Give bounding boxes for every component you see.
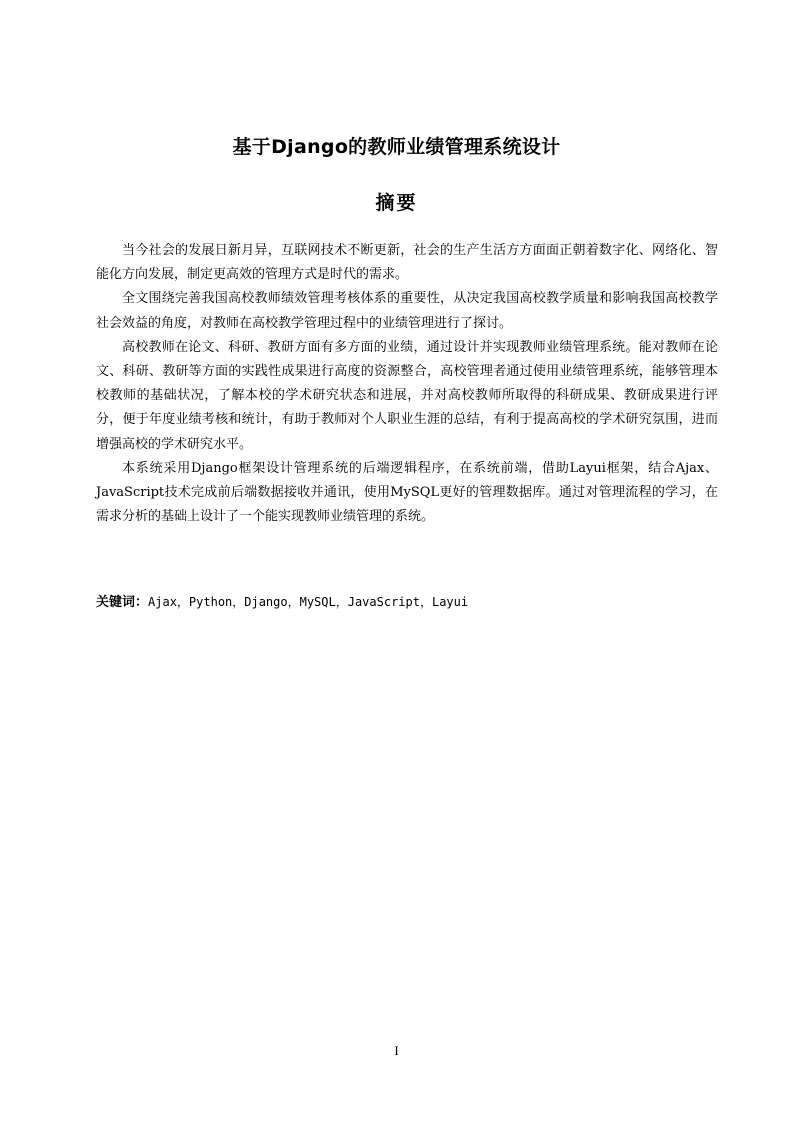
keywords-line	[96, 590, 718, 615]
document-title: 基于Django的教师业绩管理系统设计	[232, 136, 561, 158]
abstract-paragraph-3: 高校教师在论文、科研、教研方面有多方面的业绩，通过设计并实现教师业绩管理系统。能对教师在论文、科研、教研等方面的实践性成果进行高度的资源整合，高校管理者通过使用业绩管理系统，能够管理本校教师的基础状况，了解本校的学术研究状态和进展，并对高校教师所取得的科研成果、教研成果进行评分，便于年度业绩考核和统计，有助于教师对个人职业生涯的总结，有利于提高高校的学术研究氛围，进而增强高校的学术研究水平。	[96, 339, 718, 452]
abstract-paragraph-2: 全文围绕完善我国高校教师绩效管理考核体系的重要性，从决定我国高校教学质量和影响我国高校教学社会效益的角度，对教师在高校教学管理过程中的业绩管理进行了探讨。	[96, 291, 718, 331]
keywords-value: Ajax，Python，Django，MySQL，JavaScript，Layui	[148, 595, 469, 609]
abstract-heading: 摘要	[375, 192, 418, 214]
abstract-body	[96, 239, 718, 529]
abstract-paragraph-1: 当今社会的发展日新月异，互联网技术不断更新，社会的生产生活方方面面正朝着数字化、网络化、智能化方向发展，制定更高效的管理方式是时代的需求。	[96, 243, 718, 283]
abstract-paragraph-4: 本系统采用Django框架设计管理系统的后端逻辑程序，在系统前端，借助Layui框架，结合Ajax、JavaScript技术完成前后端数据接收并通讯，使用MySQL更好的管理数据库。通过对管理流程的学习，在需求分析的基础上设计了一个能实现教师业绩管理的系统。	[96, 460, 719, 525]
page-number: I	[394, 1043, 399, 1058]
keywords-label: 关键词：	[96, 595, 149, 610]
